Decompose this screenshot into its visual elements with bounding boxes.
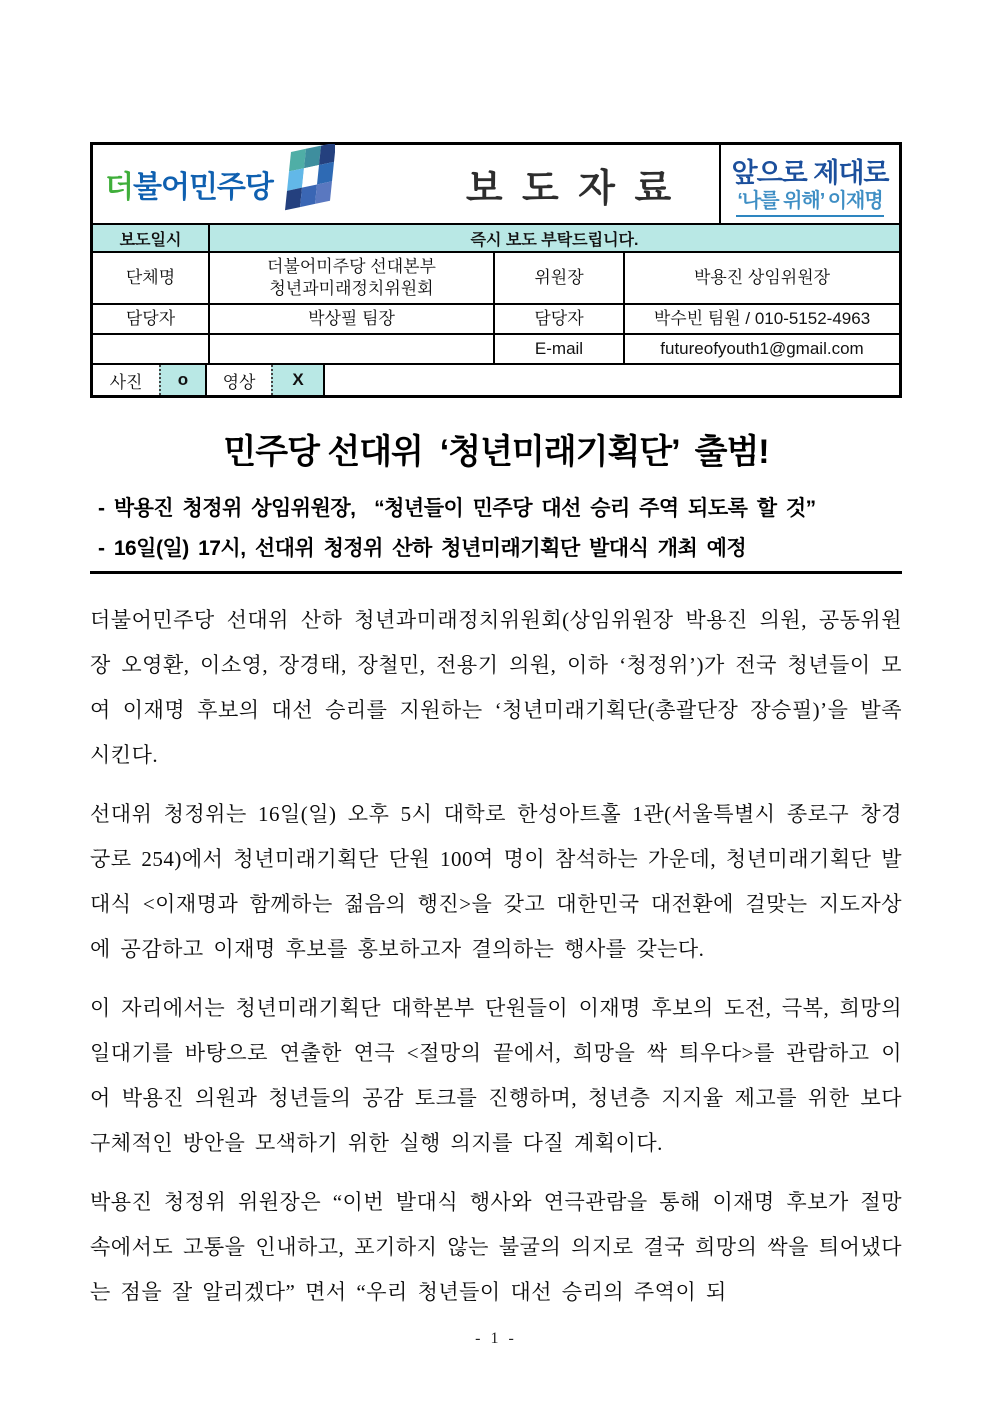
party-flag-icon — [277, 144, 335, 219]
page-content — [90, 0, 902, 1315]
slogan-line2: ‘나를 위해’ 이재명 — [736, 188, 883, 217]
video-label: 영상 — [222, 372, 256, 392]
photo-mark: o — [159, 365, 207, 395]
chair-label: 위원장 — [493, 253, 623, 303]
chair-value: 박용진 상임위원장 — [623, 253, 899, 303]
slogan-line1: 앞으로 제대로 — [731, 157, 889, 188]
masthead-row — [93, 145, 899, 223]
release-label: 보도일시 — [119, 231, 182, 249]
photo-row-empty — [325, 365, 899, 395]
email-row-empty2 — [208, 335, 493, 363]
headline: 민주당 선대위 ‘청년미래기획단’ 출범! — [223, 433, 769, 471]
org-value-line1: 더불어미주당 선대본부 — [267, 257, 436, 276]
email-row-empty1 — [93, 335, 208, 363]
contact-label: 담당자 — [125, 309, 176, 328]
party-logo — [93, 145, 423, 223]
photo-video-row — [93, 363, 899, 395]
email-value: futureofyouth1@gmail.com — [623, 335, 899, 363]
contact2-value: 박수빈 팀원 / 010-5152-4963 — [623, 305, 899, 333]
video-mark: X — [271, 365, 325, 395]
doc-type-title: 보 도 자 료 — [465, 167, 677, 210]
contact-value: 박상필 팀장 — [208, 305, 493, 333]
party-logo-text-green: 더 — [105, 171, 133, 204]
release-value: 즉시 보도 부탁드립니다. — [208, 225, 899, 251]
email-label: E-mail — [493, 335, 623, 363]
press-paragraph-4: 박용진 청정위 위원장은 “이번 발대식 행사와 연극관람을 통해 이재명 후보가 절망 속에서도 고통을 인내하고, 포기하지 않는 불굴의 의지로 결국 희망의 싹을 틔어냈다는 점을 잘 알리겠다” 면서 “우리 청년들이 대선 승리의 주역이 되 — [90, 1190, 902, 1304]
release-row — [93, 223, 899, 251]
contact-row — [93, 303, 899, 333]
press-paragraph-1: 더불어민주당 선대위 산하 청년과미래정치위원회(상임위원장 박용진 의원, 공동위원장 오영환, 이소영, 장경태, 장철민, 전용기 의원, 이하 ‘청정위’)가 전국 청년들이 모여 이재명 후보의 대선 승리를 지원하는 ‘청년미래기획단(총괄단장 장승필)’을 발족시킨다. — [90, 608, 902, 767]
party-logo-text — [105, 162, 273, 206]
organization-row — [93, 251, 899, 303]
party-logo-text-blue: 불어민주당 — [132, 171, 273, 204]
subheads — [90, 489, 902, 569]
org-value-lines — [267, 256, 436, 300]
contact2-label: 담당자 — [493, 305, 623, 333]
email-row — [93, 333, 899, 363]
photo-label: 사진 — [109, 372, 143, 392]
press-paragraph-3: 이 자리에서는 청년미래기획단 대학본부 단원들이 이재명 후보의 도전, 극복, 희망의 일대기를 바탕으로 연출한 연극 <절망의 끝에서, 희망을 싹 틔우다>를 관람하고 이어 박용진 의원과 청년들의 공감 토크를 진행하며, 청년층 지지율 제고를 위한 보다 구체적인 방안을 모색하기 위한 실행 의지를 다질 계획이다. — [90, 996, 902, 1155]
org-label: 단체명 — [125, 268, 176, 287]
page-number: - 1 - — [475, 1330, 517, 1347]
press-header-table — [90, 142, 902, 398]
press-paragraph-2: 선대위 청정위는 16일(일) 오후 5시 대학로 한성아트홀 1관(서울특별시 종로구 창경궁로 254)에서 청년미래기획단 단원 100여 명이 참석하는 가운데, 청년미래기획단 발대식 <이재명과 함께하는 젊음의 행진>을 갖고 대한민국 대전환에 걸맞는 지도자상에 공감하고 이재명 후보를 홍보하고자 결의하는 행사를 갖는다. — [90, 802, 902, 961]
body-text — [90, 574, 902, 1315]
subhead-2: - 16일(일) 17시, 선대위 청정위 산하 청년미래기획단 발대식 개최 예정 — [98, 537, 747, 560]
org-value-line2: 청년과미래정치위원회 — [269, 279, 434, 298]
doc-type-cell — [423, 145, 719, 223]
subhead-1: - 박용진 청정위 상임위원장, “청년들이 민주당 대선 승리 주역 되도록 할 것” — [98, 497, 816, 520]
org-value — [208, 253, 493, 303]
campaign-slogan — [719, 145, 899, 223]
